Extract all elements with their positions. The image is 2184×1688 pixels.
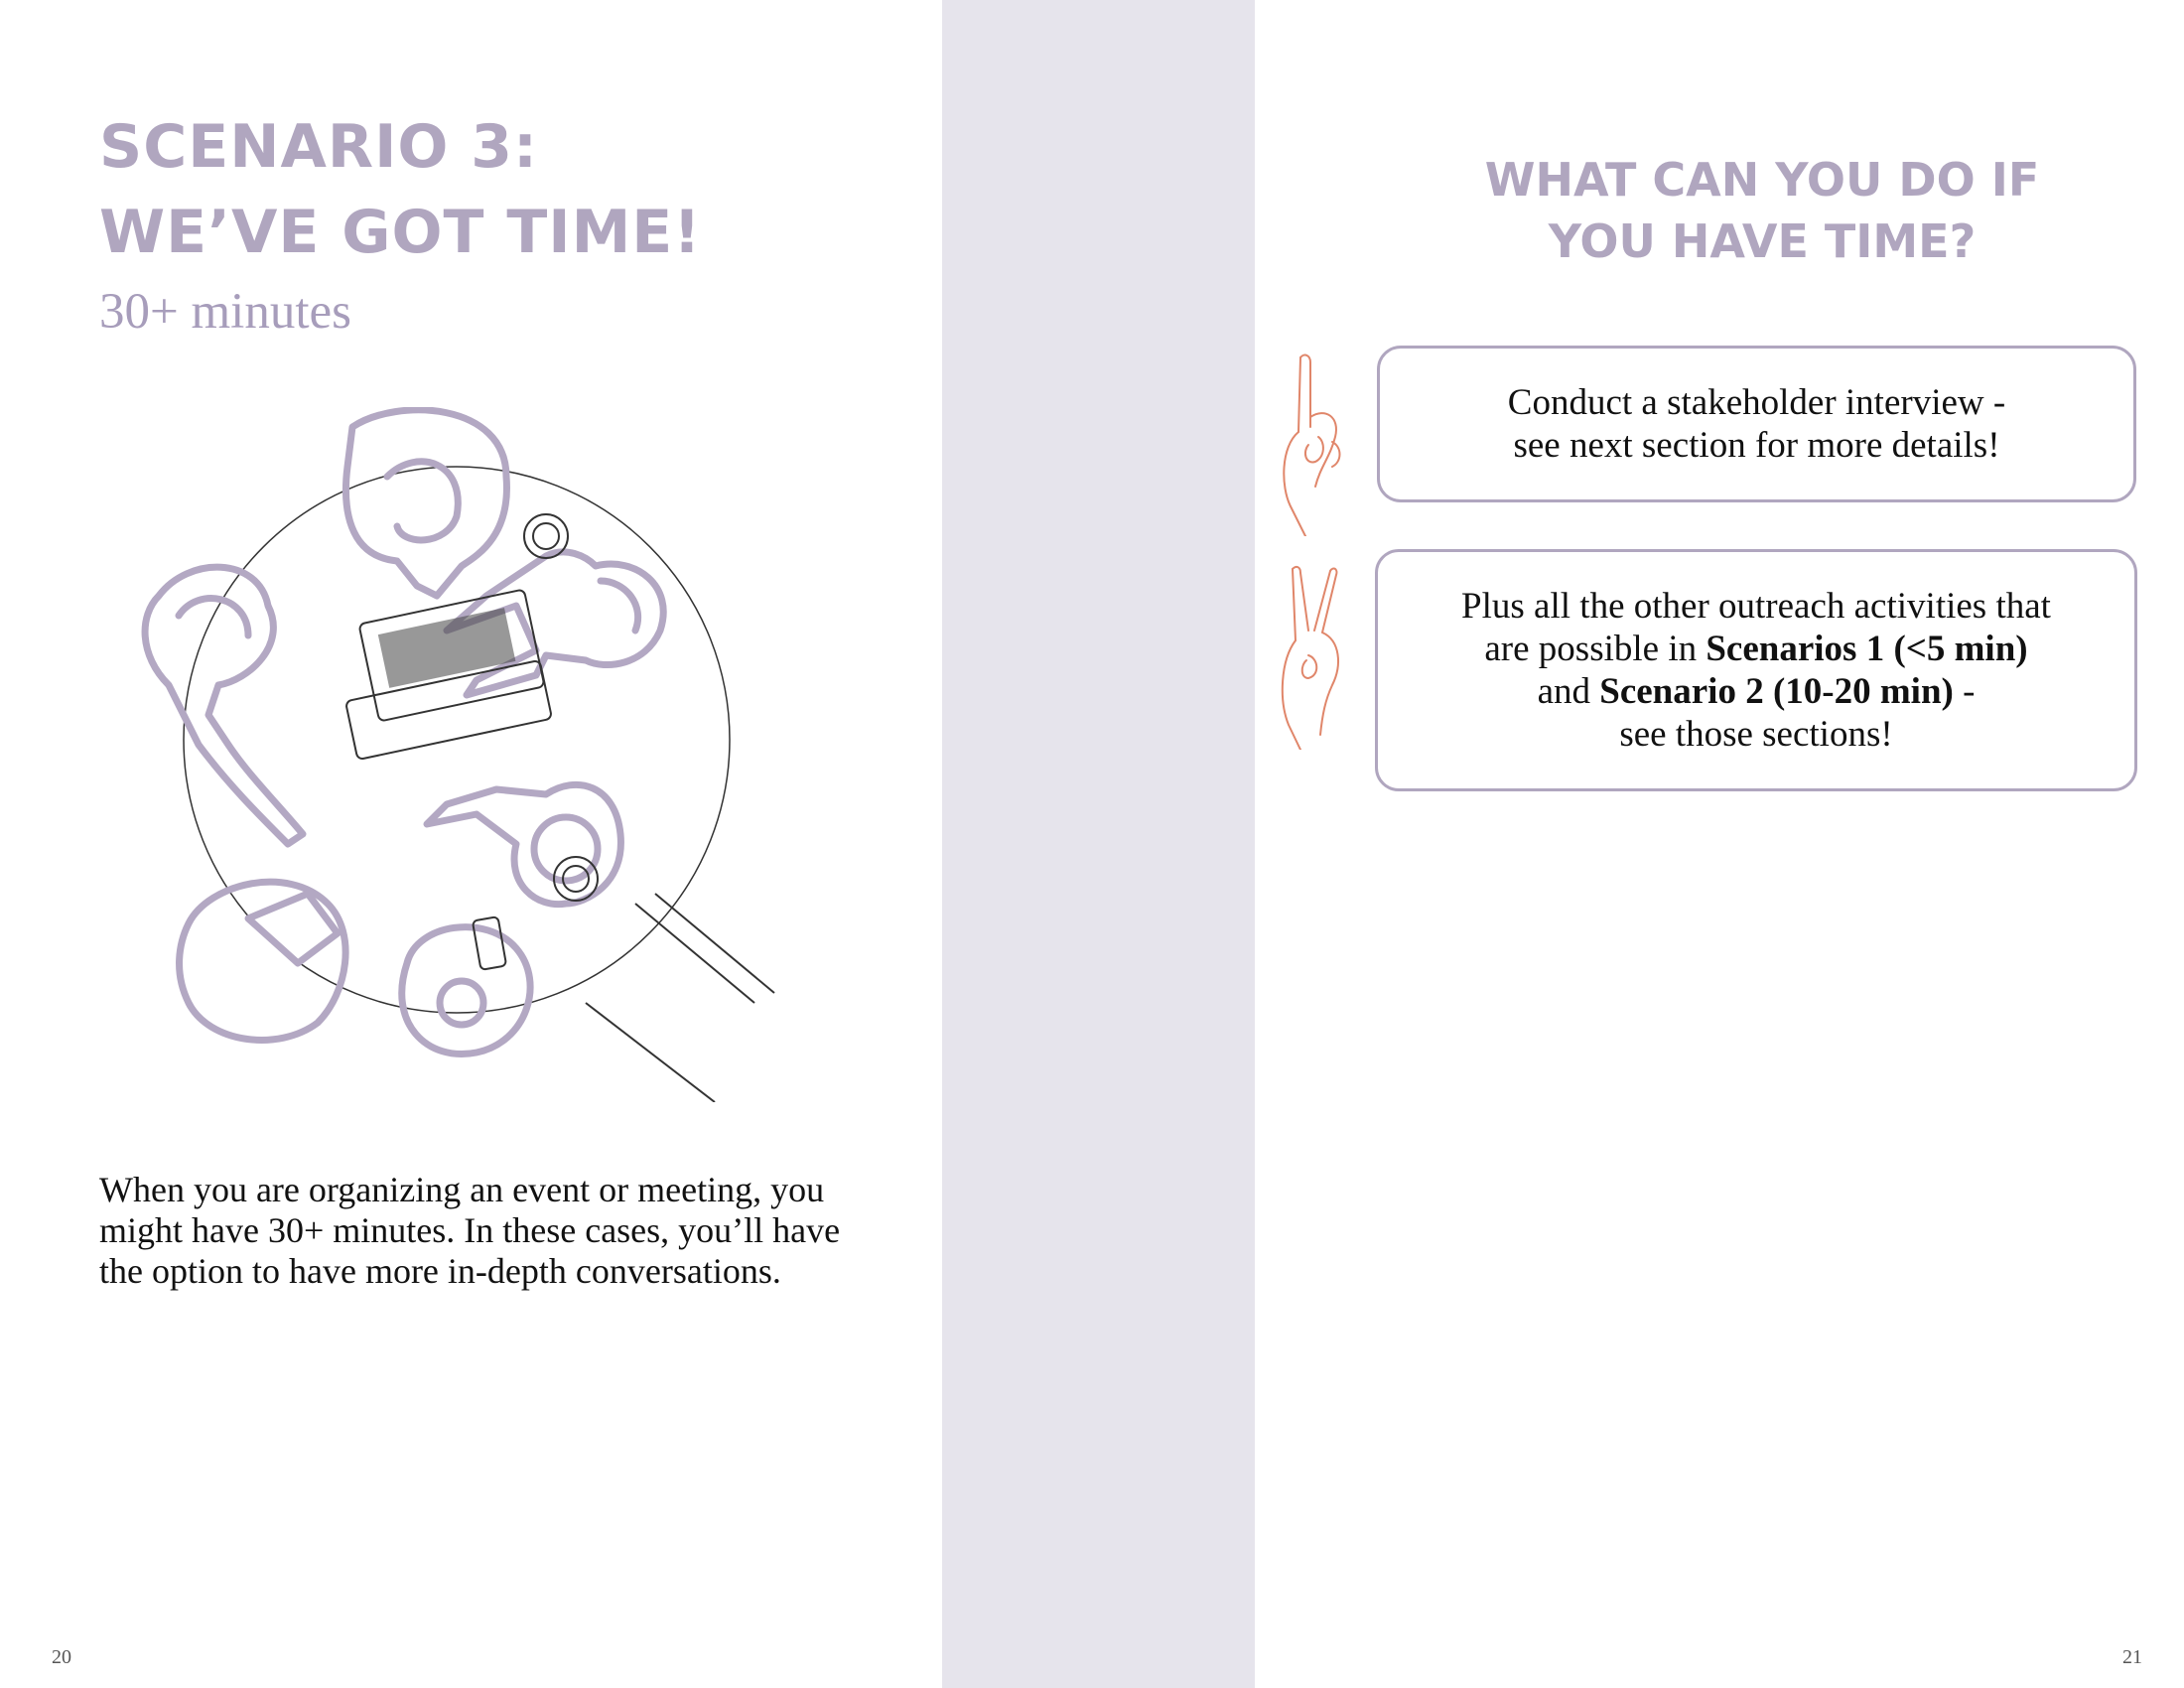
body-text: When you are organizing an event or meeting, you might have 30+ minutes. In these cases, you’ll have the option to have more in-depth conversations. bbox=[99, 1170, 841, 1291]
scenario-1-reference: Scenarios 1 (<5 min) bbox=[1706, 629, 2028, 669]
card1-line-1: Conduct a stakeholder interview - bbox=[1507, 382, 2006, 423]
right-page-title bbox=[1291, 149, 2184, 272]
hand-two-fingers-icon bbox=[1271, 561, 1370, 750]
hand-one-finger-icon bbox=[1271, 348, 1370, 536]
scenario-2-reference: Scenario 2 (10-20 min) bbox=[1599, 671, 1954, 712]
page-number-left: 20 bbox=[52, 1646, 71, 1668]
card2-line-3-suffix: - bbox=[1953, 671, 1976, 712]
subtitle: 30+ minutes bbox=[99, 284, 352, 340]
page-title bbox=[99, 104, 702, 275]
stakeholder-interview-card bbox=[1377, 346, 2136, 502]
other-activities-card bbox=[1375, 549, 2137, 791]
card2-line-1: Plus all the other outreach activities that bbox=[1461, 586, 2051, 627]
right-title-line-1: WHAT CAN YOU DO IF bbox=[1484, 153, 2040, 207]
card2-line-4: see those sections! bbox=[1619, 714, 1893, 755]
title-line-2: WE’VE GOT TIME! bbox=[99, 198, 702, 267]
card1-line-2: see next section for more details! bbox=[1513, 425, 2000, 466]
card2-line-2-text: are possible in bbox=[1484, 629, 1706, 669]
title-line-1: SCENARIO 3: bbox=[99, 112, 539, 182]
card2-line-3 bbox=[1538, 670, 1976, 713]
right-title-line-2: YOU HAVE TIME? bbox=[1548, 214, 1977, 268]
people-around-table-illustration bbox=[119, 407, 844, 1102]
card2-line-3-text: and bbox=[1537, 671, 1600, 712]
center-gutter bbox=[942, 0, 1255, 1688]
page-number-right: 21 bbox=[2122, 1646, 2142, 1668]
card2-line-2 bbox=[1484, 628, 2027, 670]
